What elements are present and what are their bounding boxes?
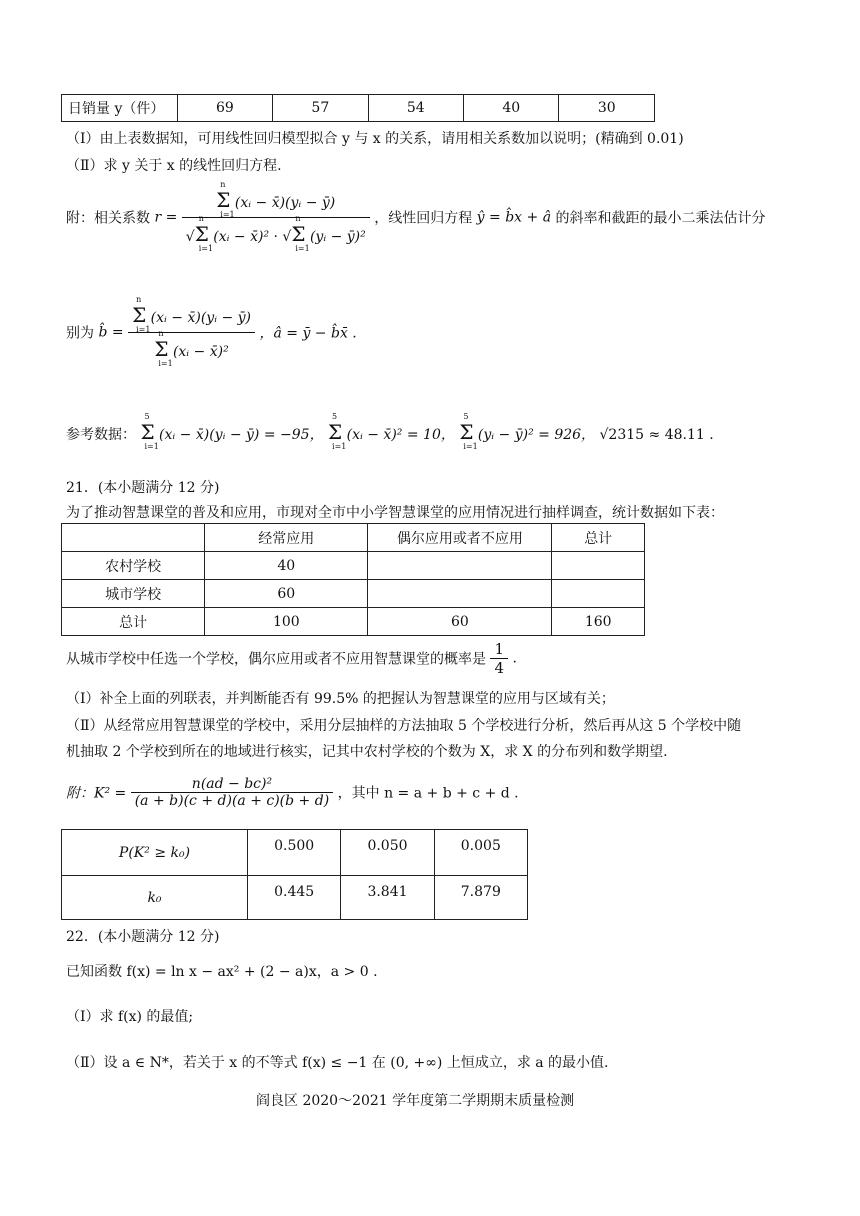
prob-line: 从城市学校中任选一个学校，偶尔应用或者不应用智慧课堂的概率是 $\frac{1}{4}$ . bbox=[66, 640, 517, 677]
corr-den-y: (yᵢ − ȳ)² bbox=[309, 229, 366, 245]
ct-cell bbox=[552, 580, 645, 608]
sales-label: 日销量 y（件） bbox=[62, 95, 178, 122]
crit-k: 7.879 bbox=[434, 876, 527, 920]
q22-heading: 22．(本小题满分 12 分) bbox=[66, 929, 220, 945]
reference-data: 参考数据： Σ 5 i=1 (xᵢ − x̄)(yᵢ − ȳ) = −95， Σ 5 i=1 (xᵢ − x̄)² = 10， Σ 5 i=1 (yᵢ − ȳ)² = 926， √2315 ≈ 48.11 . bbox=[66, 412, 714, 451]
b-symbol: b̂ = bbox=[98, 324, 124, 341]
sales-value: 40 bbox=[464, 95, 559, 122]
k2-den: (a + b)(c + d)(a + c)(b + d) bbox=[131, 792, 333, 809]
ref-2: (xᵢ − x̄)² = 10， bbox=[346, 427, 455, 443]
sales-value: 30 bbox=[559, 95, 655, 122]
ct-cell bbox=[368, 552, 552, 580]
q22-part2: （Ⅱ）设 a ∈ N*，若关于 x 的不等式 f(x) ≤ −1 在 (0, +∞) 上恒成立，求 a 的最小值. bbox=[66, 1055, 609, 1071]
correlation-fraction: Σ n i=1 (xᵢ − x̄)(yᵢ − ȳ) √Σ n i=1 (xᵢ − x̄)² · √Σ n i=1 (yᵢ − ȳ)² bbox=[182, 190, 370, 245]
sales-table bbox=[61, 94, 655, 122]
q21-part2a: （Ⅱ）从经常应用智慧课堂的学校中，采用分层抽样的方法抽取 5 个学校进行分析，然后再从这 5 个学校中随 bbox=[66, 718, 742, 734]
ref-3: (yᵢ − ȳ)² = 926， bbox=[477, 427, 596, 443]
prob-den: 4 bbox=[490, 658, 508, 677]
k2-num: n(ad − bc)² bbox=[191, 776, 273, 792]
crit-k: 3.841 bbox=[341, 876, 434, 920]
q21-part1: （Ⅰ）补全上面的列联表，并判断能否有 99.5% 的把握认为智慧课堂的应用与区域有关； bbox=[66, 691, 615, 707]
q21-heading: 21．(本小题满分 12 分) bbox=[66, 480, 220, 496]
slope-den: (xᵢ − x̄)² bbox=[172, 344, 229, 360]
ct-cell: 160 bbox=[552, 608, 645, 636]
q20-part1: （Ⅰ）由上表数据知，可用线性回归模型拟合 y 与 x 的关系，请用相关系数加以说明；(精确到 0.01) bbox=[66, 131, 684, 147]
corr-den-x: (xᵢ − x̄)² bbox=[213, 229, 270, 245]
ct-cell: 总计 bbox=[62, 608, 205, 636]
crit-k-label: k₀ bbox=[62, 876, 248, 920]
page-footer: 阎良区 2020～2021 学年度第二学期期末质量检测 bbox=[256, 1093, 575, 1109]
slope-fraction: Σ n i=1 (xᵢ − x̄)(yᵢ − ȳ) Σ n i=1 (xᵢ − x̄)² bbox=[128, 305, 255, 360]
ct-cell: 60 bbox=[368, 608, 552, 636]
k2-fraction bbox=[131, 776, 333, 809]
ct-cell bbox=[368, 580, 552, 608]
ct-header bbox=[62, 524, 205, 552]
ct-cell: 城市学校 bbox=[62, 580, 205, 608]
crit-k: 0.445 bbox=[248, 876, 341, 920]
r-symbol: r = bbox=[154, 209, 178, 226]
k2-line bbox=[66, 776, 519, 809]
intercept-formula: ，â = ȳ − b̂x̄ . bbox=[259, 325, 357, 342]
ref-4: √2315 ≈ 48.11 . bbox=[599, 427, 714, 443]
ct-header: 经常应用 bbox=[205, 524, 368, 552]
regression-eq: ŷ = b̂x + â bbox=[476, 209, 552, 226]
contingency-table bbox=[61, 523, 645, 636]
ct-cell: 60 bbox=[205, 580, 368, 608]
appendix-prefix: 附：相关系数 bbox=[66, 210, 150, 227]
q21-part2b: 机抽取 2 个学校到所在的地域进行核实，记其中农村学校的个数为 X，求 X 的分布列和数学期望. bbox=[66, 744, 668, 760]
slope-num: (xᵢ − x̄)(yᵢ − ȳ) bbox=[150, 310, 252, 326]
q21-intro: 为了推动智慧课堂的普及和应用，市现对全市中小学智慧课堂的应用情况进行抽样调查，统计数据如下表： bbox=[66, 505, 724, 521]
prob-num: 1 bbox=[494, 640, 504, 658]
corr-num: (xᵢ − x̄)(yᵢ − ȳ) bbox=[234, 195, 336, 211]
q20-part2: （Ⅱ）求 y 关于 x 的线性回归方程. bbox=[66, 158, 282, 174]
ct-header: 偶尔应用或者不应用 bbox=[368, 524, 552, 552]
critical-table bbox=[61, 829, 528, 920]
sales-value: 69 bbox=[177, 95, 272, 122]
b-line-prefix: 别为 bbox=[66, 325, 94, 342]
sales-value: 54 bbox=[368, 95, 463, 122]
q22-given: 已知函数 f(x) = ln x − ax² + (2 − a)x，a > 0 . bbox=[66, 964, 378, 980]
ct-cell: 农村学校 bbox=[62, 552, 205, 580]
ct-header: 总计 bbox=[552, 524, 645, 552]
ref-prefix: 参考数据： bbox=[66, 427, 136, 443]
ref-1: (xᵢ − x̄)(yᵢ − ȳ) = −95， bbox=[159, 427, 324, 443]
correlation-line bbox=[66, 180, 766, 253]
ct-cell: 40 bbox=[205, 552, 368, 580]
prob-fraction bbox=[490, 640, 508, 677]
crit-p: 0.005 bbox=[434, 830, 527, 876]
appendix-mid: ，线性回归方程 bbox=[374, 210, 473, 227]
ct-cell bbox=[552, 552, 645, 580]
crit-header: P(K² ≥ k₀) bbox=[62, 830, 248, 876]
k2-prefix: 附：K² = bbox=[66, 785, 127, 802]
q22-part1: （Ⅰ）求 f(x) 的最值; bbox=[66, 1009, 194, 1025]
crit-p: 0.500 bbox=[248, 830, 341, 876]
ct-cell: 100 bbox=[205, 608, 368, 636]
slope-line bbox=[66, 295, 357, 368]
crit-p: 0.050 bbox=[341, 830, 434, 876]
appendix-suffix: 的斜率和截距的最小二乘法估计分 bbox=[555, 210, 766, 227]
sales-value: 57 bbox=[273, 95, 368, 122]
prob-text: 从城市学校中任选一个学校，偶尔应用或者不应用智慧课堂的概率是 bbox=[66, 651, 486, 668]
k2-suffix: ，其中 n = a + b + c + d . bbox=[337, 785, 519, 802]
